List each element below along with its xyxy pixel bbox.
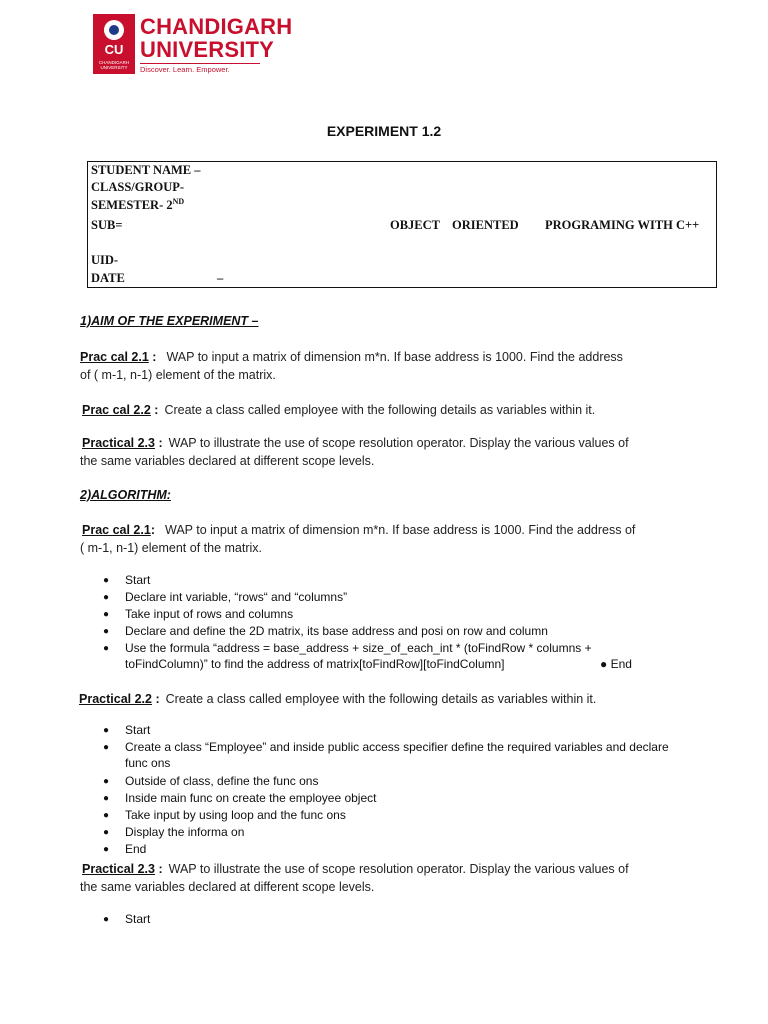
logo-tagline: Discover. Learn. Empower. (140, 65, 230, 74)
aim-p3-line1: WAP to illustrate the use of scope resolution operator. Display the various values of (168, 436, 629, 450)
list-item: ● Inside main func on create the employee object (103, 790, 723, 807)
list-item: ● Create a class “Employee” and inside public access specifier define the required variables and declare (103, 739, 723, 756)
algo-p1-end-step: ● End (600, 657, 632, 671)
aim-p2-label: Prac cal 2.2 (82, 403, 151, 417)
aim-p1-line1: WAP to input a matrix of dimension m*n. If base address is 1000. Find the address (166, 350, 623, 364)
algo-practical-2-3 (80, 860, 720, 896)
list-item: ● Start (103, 572, 723, 589)
logo-line2: UNIVERSITY (140, 37, 275, 62)
algo-p3-steps (103, 911, 723, 928)
list-item: ● End (103, 841, 723, 858)
algo-p1-steps (103, 572, 723, 657)
algorithm-heading: 2)ALGORITHM: (80, 488, 171, 502)
subject-word-1: OBJECT (390, 218, 441, 232)
aim-p2-text: Create a class called employee with the following details as variables within it. (164, 403, 596, 417)
semester-suffix: ND (172, 197, 185, 206)
algo-p2-sep: : (151, 692, 160, 706)
aim-p3-label: Practical 2.3 (82, 436, 155, 450)
logo-emblem (93, 14, 135, 74)
semester-value: SEMESTER- 2 (91, 198, 173, 213)
list-item: ● Display the informa on (103, 824, 723, 841)
algo-p3-label: Practical 2.3 (82, 862, 155, 876)
aim-p2-sep: : (150, 403, 159, 417)
class-group-field: CLASS/GROUP- (91, 180, 185, 194)
page-title: EXPERIMENT 1.2 (326, 123, 442, 139)
aim-practical-2-2 (82, 401, 722, 419)
date-field: DATE (91, 271, 125, 285)
algo-practical-2-2 (79, 690, 719, 708)
algo-p2-step-continuation: func ons (125, 756, 171, 770)
list-item: ● Take input by using loop and the func ons (103, 807, 723, 824)
algo-p2-text: Create a class called employee with the following details as variables within it. (165, 692, 597, 706)
aim-p1-sep: : (148, 350, 157, 364)
logo-emblem-text: CU (104, 42, 124, 57)
logo-divider (140, 63, 260, 64)
algo-p3-line1: WAP to illustrate the use of scope resolution operator. Display the various values of (168, 862, 629, 876)
logo-emblem-small-text: CHANDIGARH UNIVERSITY (98, 60, 130, 70)
list-item: ● Use the formula “address = base_address + size_of_each_int * (toFindRow * columns + (103, 640, 723, 657)
subject-word-3: PROGRAMING WITH C++ (545, 218, 700, 232)
aim-p1-label: Prac cal 2.1 (80, 350, 149, 364)
date-dash: – (217, 271, 224, 285)
algo-p1-sep: : (150, 523, 155, 537)
algo-p1-label: Prac cal 2.1 (82, 523, 151, 537)
algo-p1-line2: ( m-1, n-1) element of the matrix. (80, 541, 263, 555)
aim-p3-sep: : (154, 436, 163, 450)
algo-p2-steps-rest (103, 773, 723, 858)
sub-field: SUB= (91, 218, 123, 232)
student-name-field: STUDENT NAME – (91, 163, 201, 177)
list-item: ● Declare int variable, “rows“ and “columns” (103, 589, 723, 606)
aim-heading: 1)AIM OF THE EXPERIMENT – (80, 314, 259, 328)
algo-p1-line1: WAP to input a matrix of dimension m*n. If base address is 1000. Find the address of (164, 523, 636, 537)
algo-practical-2-1 (80, 521, 720, 557)
list-item: ● Outside of class, define the func ons (103, 773, 723, 790)
list-item: ● Start (103, 722, 723, 739)
list-item: ● Declare and define the 2D matrix, its base address and posi on row and column (103, 623, 723, 640)
aim-p1-line2: of ( m-1, n-1) element of the matrix. (80, 368, 276, 382)
university-logo (93, 14, 293, 76)
algo-p1-step-continuation: toFindColumn)” to find the address of matrix[toFindRow][toFindColumn] (125, 657, 505, 671)
subject-word-2: ORIENTED (452, 218, 519, 232)
algo-p3-line2: the same variables declared at different scope levels. (80, 880, 375, 894)
student-info-box (87, 161, 717, 288)
aim-practical-2-1 (80, 348, 720, 384)
algo-p2-label: Practical 2.2 (79, 692, 152, 706)
list-item: ● Start (103, 911, 723, 928)
list-item: ● Take input of rows and columns (103, 606, 723, 623)
algo-p2-steps (103, 722, 723, 756)
aim-practical-2-3 (80, 434, 720, 470)
gear-icon (104, 20, 124, 40)
uid-field: UID- (91, 253, 119, 267)
logo-line1: CHANDIGARH (140, 14, 293, 39)
semester-field (91, 197, 184, 213)
algo-p3-sep: : (154, 862, 163, 876)
aim-p3-line2: the same variables declared at different scope levels. (80, 454, 375, 468)
